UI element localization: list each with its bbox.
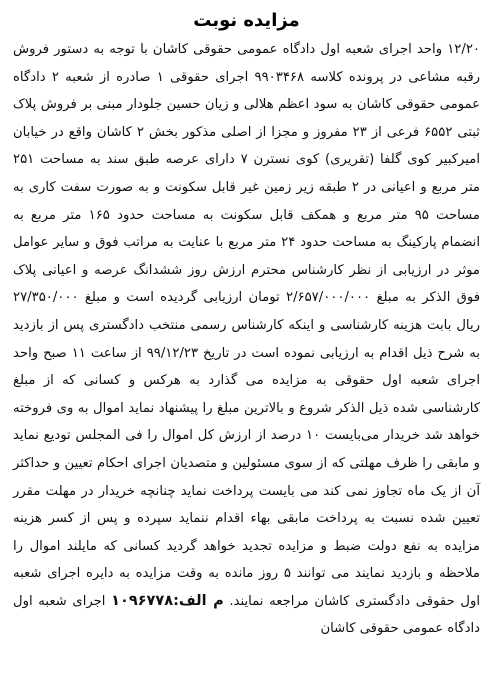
- notice-issuer: اجرای شعبه اول دادگاه عمومی حقوقی کاشان: [13, 593, 480, 637]
- auction-notice: [6, 4, 487, 680]
- notice-title: مزایده نوبت: [193, 10, 300, 31]
- notice-body-main: ۱۲/۲۰ واحد اجرای شعبه اول دادگاه عمومی حقوقی کاشان با توجه به دستور فروش رقبه مشاعی در پرونده کلاسه ۹۹۰۳۴۶۸ اجرای حقوقی ۱ صادره از شعبه ۲ دادگاه عمومی حقوقی کاشان به سود اعظم هلالی و زیان حسین جلودار مبنی بر فروش پلاک ثبتی ۶۵۵۲ فرعی از ۲۳ مفروز و مجزا از اصلی مذکور بخش ۲ کاشان واقع در خیابان امیرکبیر کوی گلفا (تقریری) کوی نسترن ۷ دارای عرصه طبق سند به مساحت ۲۵۱ متر مربع و اعیانی در ۲ طبقه زیر زمین غیر قابل سکونت و به صورت سفت کاری به مساحت ۹۵ متر مربع و همکف قابل سکونت به مساحت حدود ۱۶۵ متر مربع به انضمام پارکینگ به مساحت حدود ۲۴ متر مربع با عنایت به مراتب فوق و سایر عوامل موثر در ارزیابی از نظر کارشناس محترم ارزش روز ششدانگ عرصه و اعیانی پلاک فوق الذکر به مبلغ ۲/۶۵۷/۰۰۰/۰۰۰ تومان ارزیابی گردیده است و مبلغ ۲۷/۳۵۰/۰۰۰ ریال بابت هزینه کارشناسی و اینکه کارشناس رسمی منتخب دادگستری پس از بازدید به شرح ذیل اقدام به ارزیابی نموده است در تاریخ ۹۹/۱۲/۲۳ از ساعت ۱۱ صبح واحد اجرای شعبه اول حقوقی به مزایده می گذارد به هرکس و کسانی که از مبلغ کارشناسی شده ذیل الذکر شروع و بالاترین مبلغ را پیشنهاد نماید اموال به وی فروخته خواهد شد خریدار می‌بایست ۱۰ درصد از ارزش کل اموال را فی المجلس تودیع نماید و مابقی را ظرف مهلتی که از سوی مسئولین و متصدیان اجرای احکام تعیین و حداکثر آن از یک ماه تجاوز نمی کند می بایست پرداخت نماید چنانچه خریدار در مهلت مقرر تعیین شده نسبت به پرداخت مابقی بهاء اقدام ننماید سپرده و پس از کسر هزینه مزایده به نفع دولت ضبط و مزایده تجدید خواهد گردید کسانی که مایلند اموال را ملاحظه و بازدید نمایند می توانند ۵ روز مانده به وقت مزایده به دایره اجرای شعبه اول حقوقی دادگستری کاشان مراجعه نمایند.: [13, 42, 481, 609]
- reference-label: م الف:: [173, 592, 224, 609]
- reference-number: ۱۰۹۶۷۷۸: [111, 592, 174, 609]
- notice-body: [13, 36, 480, 643]
